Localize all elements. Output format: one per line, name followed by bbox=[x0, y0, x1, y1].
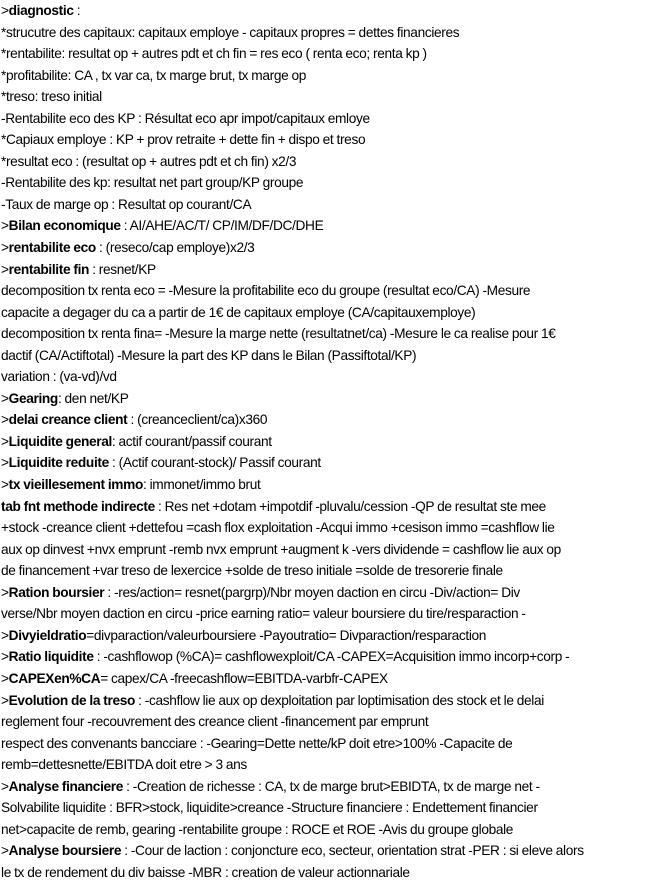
line-text: : resnet/KP bbox=[89, 261, 156, 277]
bold-heading-term: Ratio liquidite bbox=[8, 649, 94, 665]
text-line bbox=[1, 733, 663, 755]
bold-heading-term: rentabilite fin bbox=[8, 261, 90, 277]
text-line bbox=[1, 496, 663, 518]
text-line bbox=[1, 582, 663, 604]
line-text: de financement +var treso de lexercice +solde de treso initiale =solde de tresorerie finale bbox=[1, 563, 503, 579]
text-line bbox=[1, 819, 663, 841]
line-text: decomposition tx renta fina= -Mesure la marge nette (resultatnet/ca) -Mesure le ca realise pour 1€ bbox=[1, 326, 556, 342]
line-text: le tx de rendement du div baisse -MBR : creation de valeur actionnariale bbox=[1, 864, 410, 880]
line-text: decomposition tx renta eco = -Mesure la profitabilite eco du groupe (resultat eco/CA) -Mesure bbox=[1, 283, 531, 299]
line-text: : (creanceclient/ca)x360 bbox=[127, 412, 268, 428]
text-line bbox=[1, 711, 663, 733]
text-line bbox=[1, 323, 663, 345]
text-line bbox=[1, 754, 663, 776]
bold-heading-term: tx vieillesement immo bbox=[8, 477, 143, 493]
line-text: respect des convenants bancciare : -Gearing=Dette nette/kP doit etre>100% -Capacite de bbox=[1, 735, 513, 751]
line-text: > bbox=[1, 778, 9, 794]
bold-heading-term: Gearing bbox=[8, 390, 58, 406]
text-line bbox=[1, 65, 663, 87]
text-line bbox=[1, 452, 663, 474]
line-text: : actif courant/passif courant bbox=[111, 433, 272, 449]
text-line bbox=[1, 302, 663, 324]
line-text: : bbox=[73, 3, 81, 18]
line-text: variation : (va-vd)/vd bbox=[1, 369, 117, 385]
line-text: : (reseco/cap employe)x2/3 bbox=[95, 240, 255, 256]
bold-heading-term: rentabilite eco bbox=[8, 240, 96, 256]
line-text: verse/Nbr moyen daction en circu -price earning ratio= valeur boursiere du tire/resparaction - bbox=[1, 606, 526, 622]
line-text: : Res net +dotam +impotdif -pluvalu/cession -QP de resultat ste mee bbox=[154, 498, 546, 514]
line-text: : immonet/immo brut bbox=[142, 477, 261, 493]
line-text: > bbox=[1, 627, 9, 643]
text-line bbox=[1, 409, 663, 431]
text-line bbox=[1, 862, 663, 883]
bold-heading-term: Divyieldratio bbox=[8, 627, 87, 643]
line-text: = capex/CA -freecashflow=EBITDA-varbfr-CAPEX bbox=[100, 670, 388, 686]
line-text: : -Cour de laction : conjoncture eco, secteur, orientation strat -PER : si eleve alors bbox=[121, 843, 584, 859]
bold-heading-term: Ration boursier bbox=[8, 584, 105, 600]
line-text: > bbox=[1, 692, 9, 708]
line-text: > bbox=[1, 390, 9, 406]
line-text: > bbox=[1, 261, 9, 277]
line-text: > bbox=[1, 455, 9, 471]
text-line bbox=[1, 840, 663, 862]
line-text: *Capiaux employe : KP + prov retraite + dette fin + dispo et treso bbox=[1, 132, 366, 148]
line-text: > bbox=[1, 433, 9, 449]
text-line bbox=[1, 388, 663, 410]
text-line bbox=[1, 797, 663, 819]
line-text: : -res/action= resnet(pargrp)/Nbr moyen daction en circu -Div/action= Div bbox=[104, 584, 520, 600]
line-text: > bbox=[1, 843, 9, 859]
text-line bbox=[1, 43, 663, 65]
line-text: > bbox=[1, 240, 9, 256]
line-text: -Taux de marge op : Resultat op courant/CA bbox=[1, 196, 252, 212]
text-line bbox=[1, 603, 663, 625]
line-text: > bbox=[1, 477, 9, 493]
bold-heading-term: Analyse financiere bbox=[8, 778, 124, 794]
bold-heading-term: Liquidite general bbox=[8, 433, 112, 449]
text-line bbox=[1, 215, 663, 237]
line-text: net>capacite de remb, gearing -rentabilite groupe : ROCE et ROE -Avis du groupe globale bbox=[1, 821, 514, 837]
text-line bbox=[1, 22, 663, 44]
text-line bbox=[1, 237, 663, 259]
text-line bbox=[1, 646, 663, 668]
line-text: capacite a degager du ca a partir de 1€ de capitaux employe (CA/capitauxemploye) bbox=[1, 304, 476, 320]
bold-heading-term: Liquidite reduite bbox=[8, 455, 109, 471]
line-text: =divparaction/valeurboursiere -Payoutratio= Divparaction/resparaction bbox=[86, 627, 487, 643]
text-line bbox=[1, 431, 663, 453]
text-line bbox=[1, 517, 663, 539]
line-text: : (Actif courant-stock)/ Passif courant bbox=[108, 455, 321, 471]
bold-heading-term: Evolution de la treso bbox=[8, 692, 136, 708]
line-text: Solvabilite liquidite : BFR>stock, liquidite>creance -Structure financiere : Endettement financier bbox=[1, 800, 538, 816]
text-line bbox=[1, 776, 663, 798]
bold-heading-term: diagnostic bbox=[8, 3, 74, 18]
line-text: > bbox=[1, 412, 9, 428]
text-line bbox=[1, 539, 663, 561]
text-line bbox=[1, 0, 663, 22]
line-text: -Rentabilite des kp: resultat net part group/KP groupe bbox=[1, 175, 304, 191]
line-text: +stock -creance client +dettefou =cash flox exploitation -Acqui immo +cesison immo =cashflow lie bbox=[1, 520, 555, 536]
text-line bbox=[1, 474, 663, 496]
line-text: reglement four -recouvrement des creance client -financement par emprunt bbox=[1, 714, 429, 730]
line-text: > bbox=[1, 3, 9, 18]
text-line bbox=[1, 151, 663, 173]
text-line bbox=[1, 172, 663, 194]
bold-heading-term: CAPEXen%CA bbox=[8, 670, 101, 686]
text-line bbox=[1, 280, 663, 302]
bold-heading-term: Bilan economique bbox=[8, 218, 121, 234]
text-line bbox=[1, 86, 663, 108]
line-text: *treso: treso initial bbox=[1, 89, 102, 105]
line-text: -Rentabilite eco des KP : Résultat eco apr impot/capitaux emloye bbox=[1, 110, 370, 126]
text-line bbox=[1, 668, 663, 690]
line-text: > bbox=[1, 670, 9, 686]
text-line bbox=[1, 108, 663, 130]
line-text: *profitabilite: CA , tx var ca, tx marge brut, tx marge op bbox=[1, 67, 307, 83]
bold-heading-term: tab fnt methode indirecte bbox=[1, 498, 155, 514]
line-text: remb=dettesnette/EBITDA doit etre > 3 ans bbox=[1, 757, 247, 773]
line-text: : AI/AHE/AC/T/ CP/IM/DF/DC/DHE bbox=[120, 218, 324, 234]
line-text: aux op dinvest +nvx emprunt -remb nvx emprunt +augment k -vers dividende = cashflow lie aux op bbox=[1, 541, 561, 557]
text-line bbox=[1, 129, 663, 151]
line-text: : -cashflow lie aux op dexploitation par loptimisation des stock et le delai bbox=[135, 692, 544, 708]
text-line bbox=[1, 345, 663, 367]
line-text: *strucutre des capitaux: capitaux employe - capitaux propres = dettes financieres bbox=[1, 24, 460, 40]
line-text: : -Creation de richesse : CA, tx de marge brut>EBIDTA, tx de marge net - bbox=[123, 778, 540, 794]
text-line bbox=[1, 560, 663, 582]
bold-heading-term: delai creance client bbox=[8, 412, 128, 428]
line-text: > bbox=[1, 584, 9, 600]
text-line bbox=[1, 259, 663, 281]
text-line bbox=[1, 194, 663, 216]
text-line bbox=[1, 690, 663, 712]
line-text: dactif (CA/Actiftotal) -Mesure la part des KP dans le Bilan (Passiftotal/KP) bbox=[1, 347, 417, 363]
line-text: > bbox=[1, 649, 9, 665]
line-text: : -cashflowop (%CA)= cashflowexploit/CA -CAPEX=Acquisition immo incorp+corp - bbox=[93, 649, 570, 665]
text-line bbox=[1, 625, 663, 647]
line-text: > bbox=[1, 218, 9, 234]
line-text: : den net/KP bbox=[57, 390, 129, 406]
text-line bbox=[1, 366, 663, 388]
bold-heading-term: Analyse boursiere bbox=[8, 843, 122, 859]
line-text: *resultat eco : (resultat op + autres pdt et ch fin) x2/3 bbox=[1, 153, 297, 169]
line-text: *rentabilite: resultat op + autres pdt et ch fin = res eco ( renta eco; renta kp ) bbox=[1, 46, 427, 62]
